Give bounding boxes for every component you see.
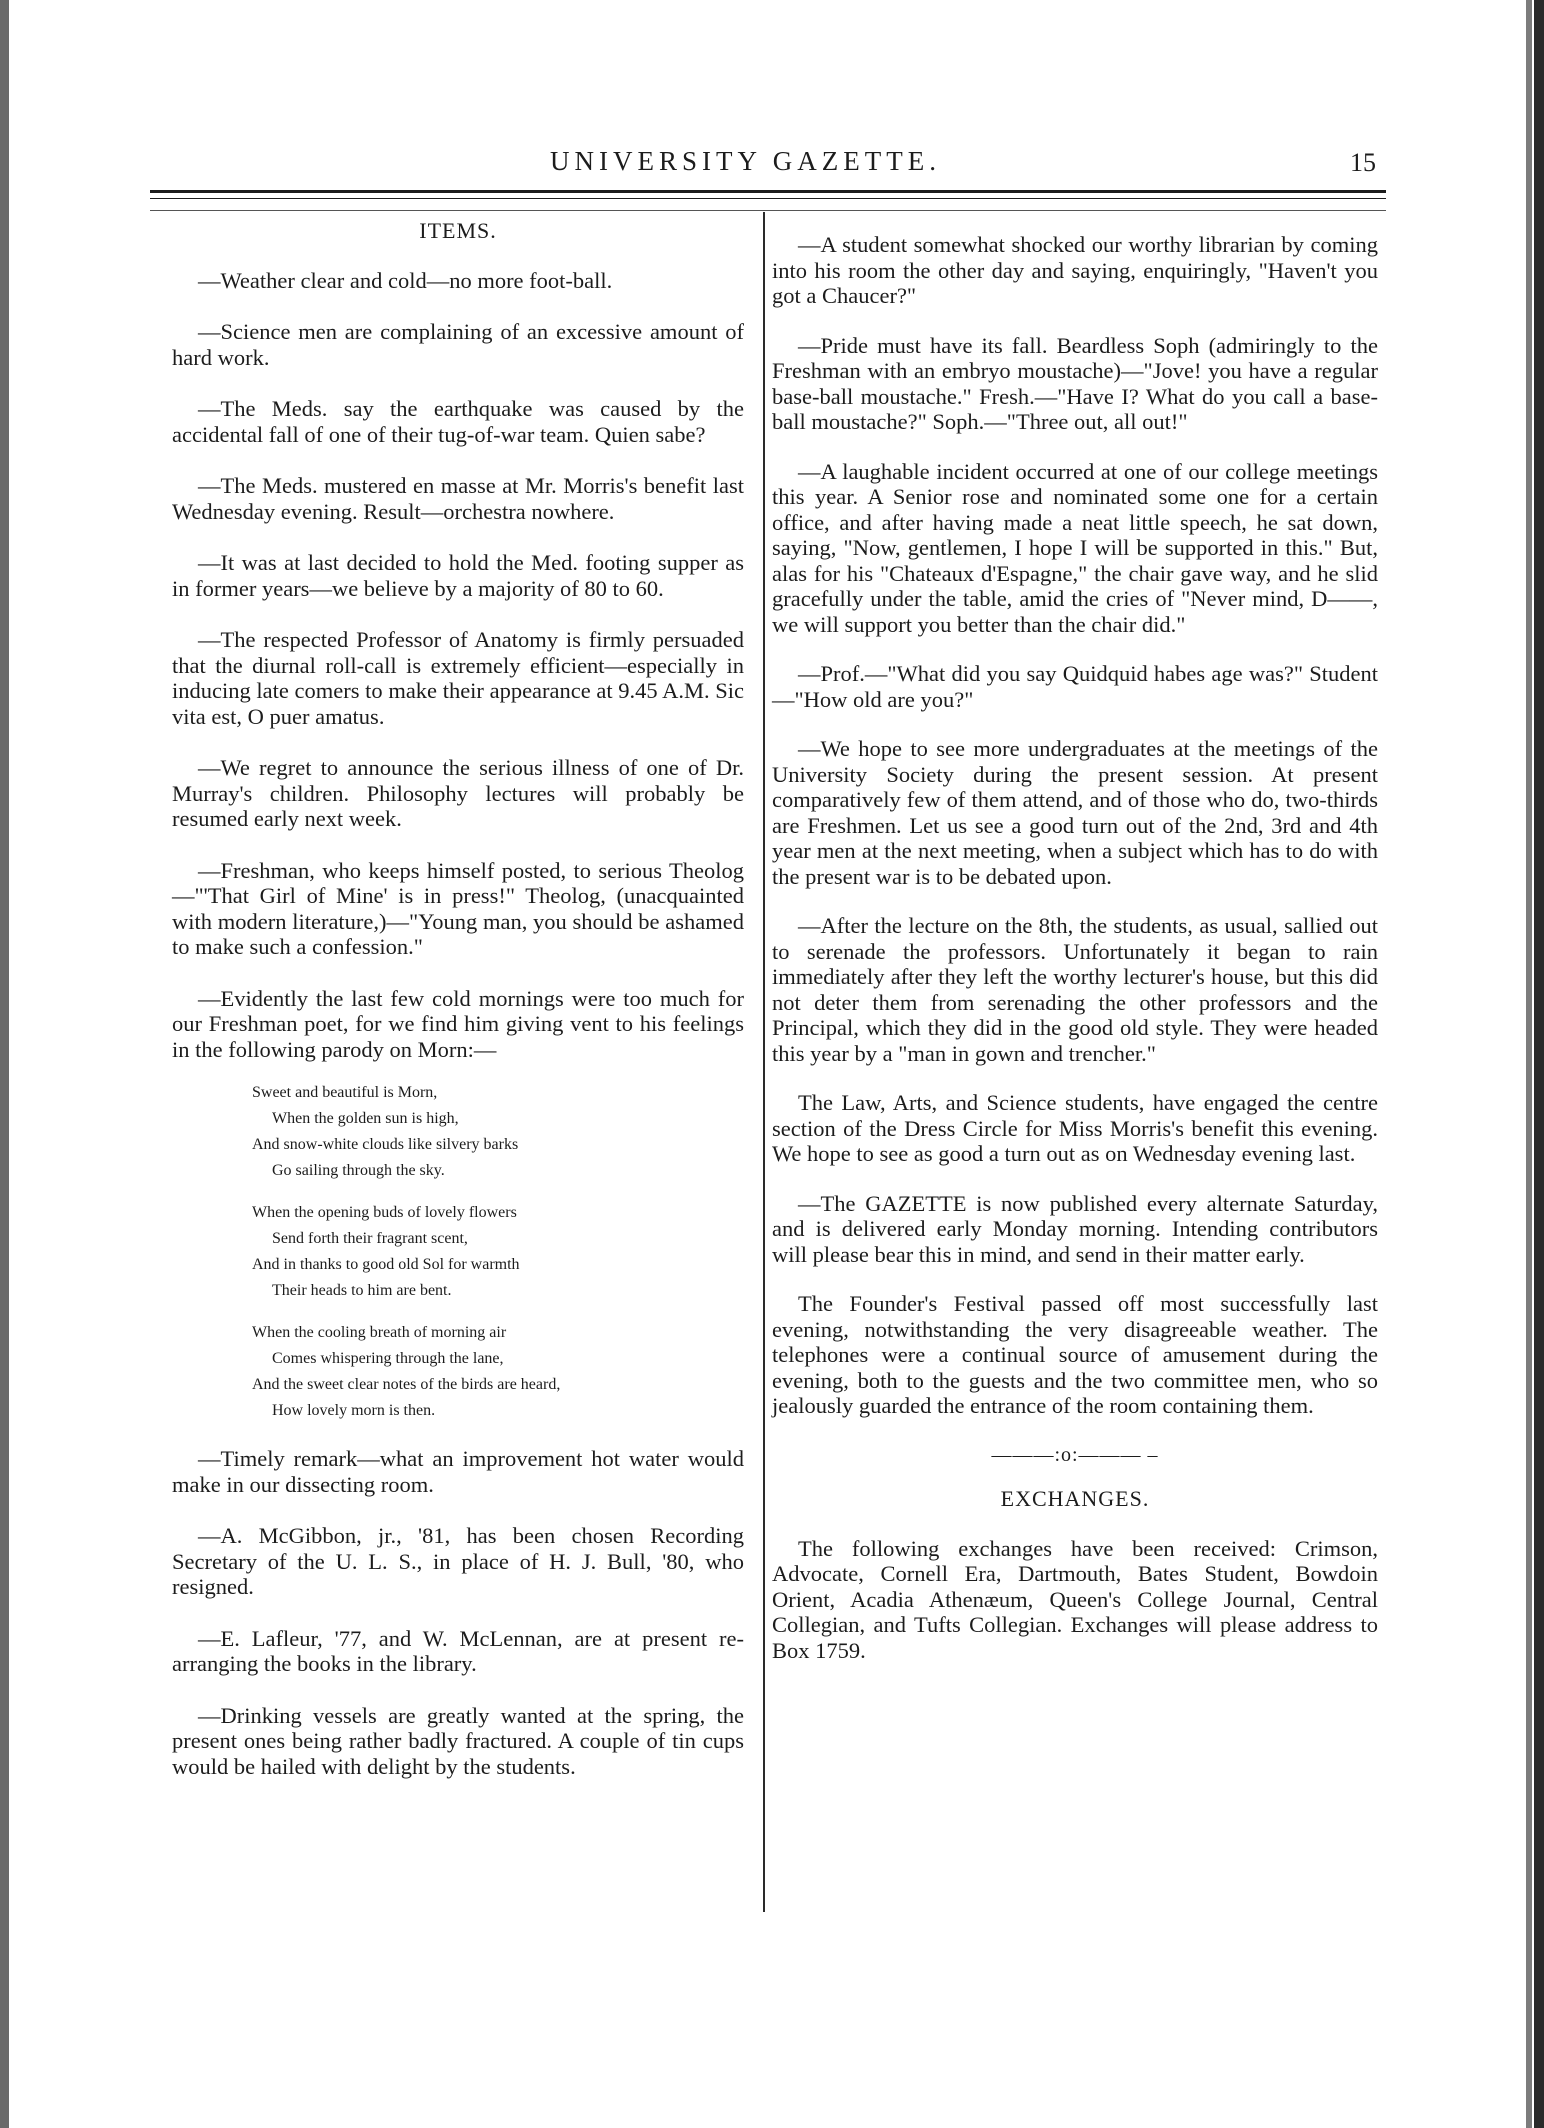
item-paragraph: —Weather clear and cold—no more foot-ball. (198, 267, 613, 293)
item-paragraph: —E. Lafleur, '77, and W. McLennan, are at present re-arranging the books in the library. (172, 1625, 744, 1676)
poem-stanza (252, 1080, 744, 1184)
poem-line: When the opening buds of lovely flowers (252, 1204, 517, 1221)
item-paragraph: —Science men are complaining of an excessive amount of hard work. (172, 319, 744, 370)
item-paragraph: —A student somewhat shocked our worthy librarian by coming into his room the other day and saying, enquiringly, "Haven't you got a Chaucer?" (772, 232, 1378, 308)
poem-line: Their heads to him are bent. (272, 1282, 452, 1299)
poem-line: And snow-white clouds like silvery barks (252, 1136, 519, 1153)
masthead (150, 146, 1390, 186)
item-paragraph: —A laughable incident occurred at one of our college meetings this year. A Senior rose and nominated some one for a certain office, and after having made a neat little speech, he sat down, saying, "Now, gentlemen, I hope I will be supported in this." But, alas for his "Chateaux d'Espagne," the chair gave way, and he slid gracefully under the table, amid the cries of "Never mind, D——, we will support you better than the chair did." (772, 458, 1378, 637)
publication-title: UNIVERSITY GAZETTE. (550, 146, 941, 176)
exchanges-heading: EXCHANGES. (1000, 1486, 1150, 1511)
left-column (172, 218, 744, 1805)
item-paragraph: —We hope to see more undergraduates at the meetings of the University Society during the present session. At present comparatively few of them attend, and of those who do, two-thirds are Freshmen. Let us see a good turn out of the 2nd, 3rd and 4th year men at the next meeting, when a subject which has to do with the present war is to be debated upon. (772, 736, 1378, 889)
item-paragraph: The Founder's Festival passed off most successfully last evening, notwithstanding the very disagreeable weather. The telephones were a continual source of amusement during the evening, both to the guests and the two committee men, who so jealously guarded the entrance of the room containing them. (772, 1291, 1378, 1418)
poem-stanza (252, 1200, 744, 1304)
page-left-edge (0, 0, 9, 2128)
poem-line: Comes whispering through the lane, (272, 1350, 504, 1367)
item-paragraph: The Law, Arts, and Science students, have engaged the centre section of the Dress Circle for Miss Morris's benefit this evening. We hope to see as good a turn out as on Wednesday evening last. (772, 1090, 1378, 1166)
item-paragraph: —Evidently the last few cold mornings were too much for our Freshman poet, for we find him giving vent to his feelings in the following parody on Morn:— (172, 985, 744, 1062)
poem-stanza (252, 1320, 744, 1424)
item-paragraph: —A. McGibbon, jr., '81, has been chosen Recording Secretary of the U. L. S., in place of H. J. Bull, '80, who resigned. (172, 1523, 744, 1599)
item-paragraph: —Pride must have its fall. Beardless Soph (admiringly to the Freshman with an embryo moustache)—"Jove! you have a regular base-ball moustache." Fresh.—"Have I? What do you call a base-ball moustache?" Soph.—"Three out, all out!" (772, 332, 1378, 434)
item-paragraph: —We regret to announce the serious illness of one of Dr. Murray's children. Philosophy lectures will probably be resumed early next week. (172, 755, 744, 831)
item-paragraph: —The Meds. mustered en masse at Mr. Morris's benefit last Wednesday evening. Result—orchestra nowhere. (172, 473, 744, 524)
header-rule-thick (150, 190, 1386, 193)
header-rule-thin (150, 198, 1386, 199)
item-paragraph: —After the lecture on the 8th, the students, as usual, sallied out to serenade the professors. Unfortunately it began to rain immediately after they left the worthy lecturer's house, but this did not deter them from serenading the other professors and the Principal, which they did in the good old style. They were headed this year by a "man in gown and trencher." (772, 913, 1378, 1066)
items-heading: ITEMS. (419, 218, 497, 243)
header-rule-lower (150, 210, 1386, 211)
poem-line: And the sweet clear notes of the birds are heard, (252, 1376, 561, 1393)
item-paragraph: —Timely remark—what an improvement hot water would make in our dissecting room. (172, 1446, 744, 1497)
page-right-edge-shadow (1526, 0, 1532, 2128)
exchanges-paragraph: The following exchanges have been received: Crimson, Advocate, Cornell Era, Dartmouth, Bates Student, Bowdoin Orient, Acadia Athenæum, Queen's College Journal, Central Collegian, and Tufts Collegian. Exchanges will please address to Box 1759. (772, 1535, 1378, 1663)
poem-line: Sweet and beautiful is Morn, (252, 1084, 438, 1101)
item-paragraph: —The respected Professor of Anatomy is firmly persuaded that the diurnal roll-call is extremely efficient—especially in inducing late comers to make their appearance at 9.45 A.M. Sic vita est, O puer amatus. (172, 627, 744, 729)
item-paragraph: —The GAZETTE is now published every alternate Saturday, and is delivered early Monday morning. Intending contributors will please bear this in mind, and send in their matter early. (772, 1190, 1378, 1267)
poem-line: When the cooling breath of morning air (252, 1324, 507, 1341)
poem (252, 1080, 744, 1424)
item-paragraph: —Freshman, who keeps himself posted, to serious Theolog—"'That Girl of Mine' is in press!" Theolog, (unacquainted with modern literature,)—"Young man, you should be ashamed to make such a confession." (172, 857, 744, 959)
poem-line: Go sailing through the sky. (272, 1162, 445, 1179)
poem-line: And in thanks to good old Sol for warmth (252, 1256, 520, 1273)
item-paragraph: —Prof.—"What did you say Quidquid habes age was?" Student—"How old are you?" (772, 661, 1378, 712)
item-paragraph: —Drinking vessels are greatly wanted at the spring, the present ones being rather badly fractured. A couple of tin cups would be hailed with delight by the students. (172, 1702, 744, 1779)
poem-line: How lovely morn is then. (272, 1402, 436, 1419)
item-paragraph: —The Meds. say the earthquake was caused by the accidental fall of one of their tug-of-war team. Quien sabe? (172, 396, 744, 447)
poem-line: When the golden sun is high, (272, 1110, 459, 1127)
column-divider (763, 212, 765, 1912)
page-right-edge (1534, 0, 1544, 2128)
section-separator: ———:o:——— – (991, 1443, 1159, 1466)
right-column (772, 232, 1378, 1687)
page-number: 15 (1350, 148, 1376, 177)
poem-line: Send forth their fragrant scent, (272, 1230, 468, 1247)
item-paragraph: —It was at last decided to hold the Med. footing supper as in former years—we believe by a majority of 80 to 60. (172, 550, 744, 601)
